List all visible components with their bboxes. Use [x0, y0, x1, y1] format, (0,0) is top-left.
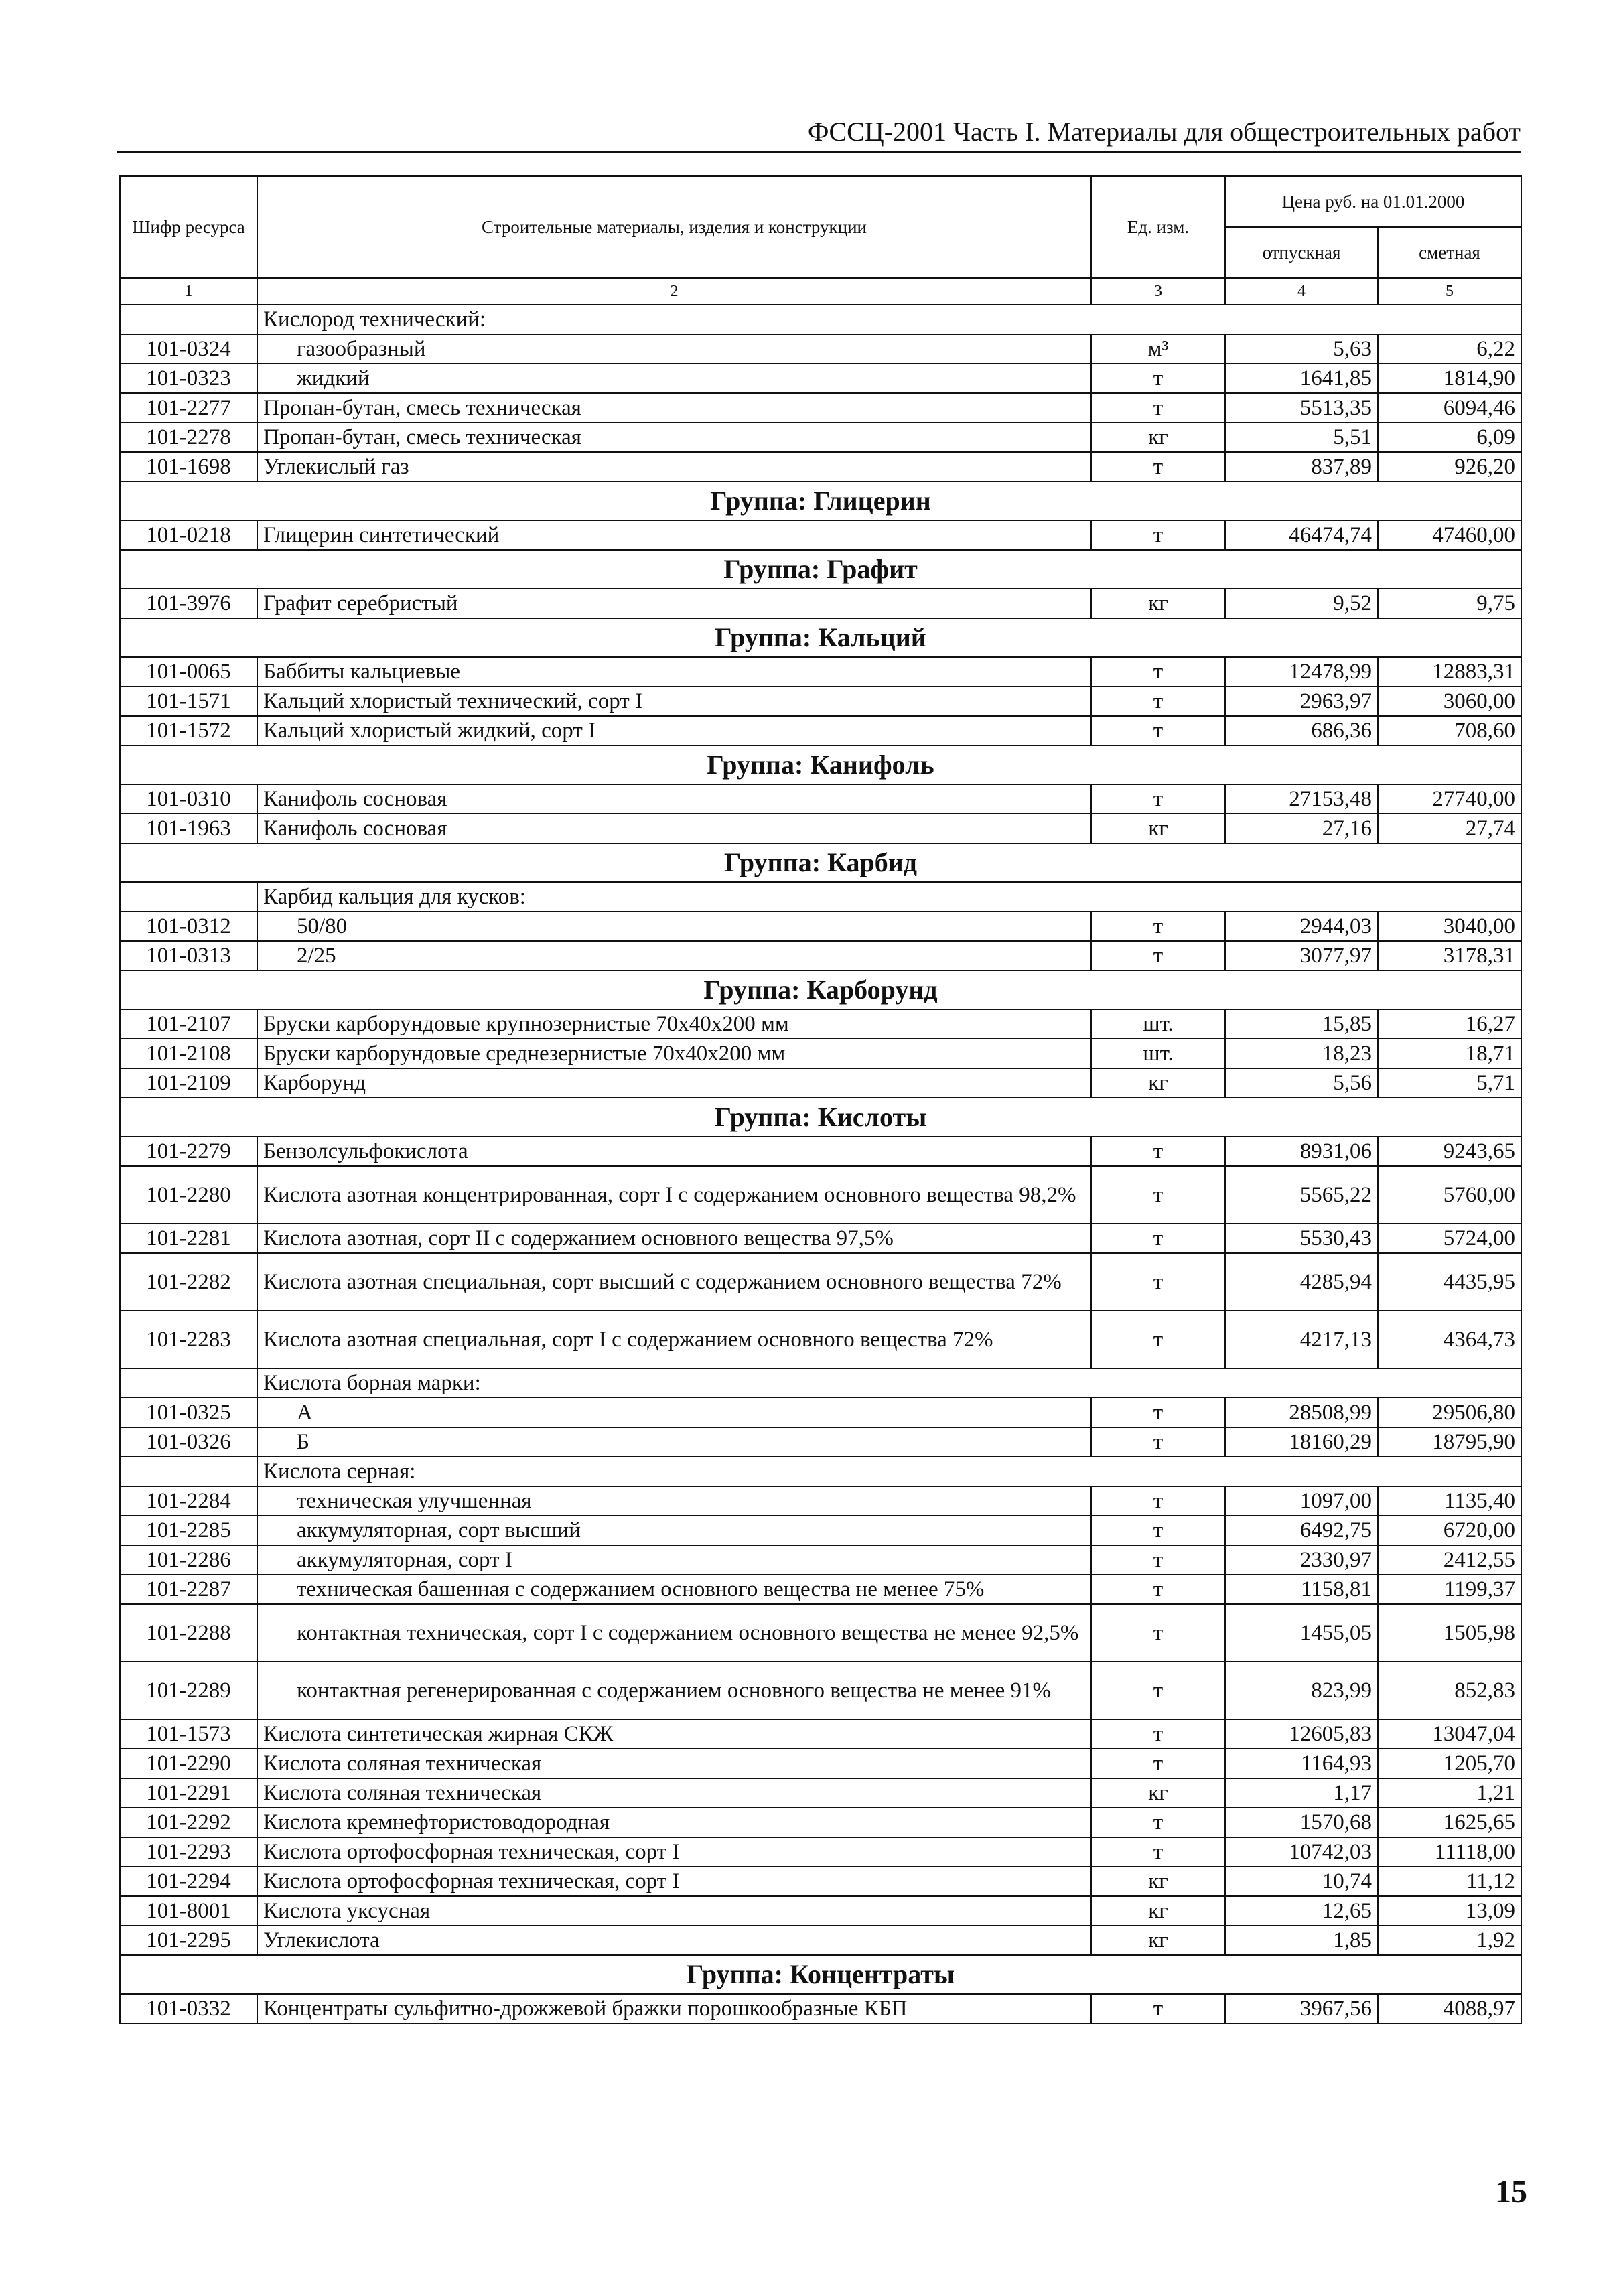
resource-code: 101-0324	[120, 334, 257, 364]
resource-code: 101-1572	[120, 716, 257, 745]
estimate-price: 6,22	[1378, 334, 1521, 364]
resource-code: 101-2282	[120, 1253, 257, 1311]
group-heading: Группа: Концентраты	[120, 1955, 1521, 1994]
release-price: 5,63	[1225, 334, 1378, 364]
estimate-price: 11118,00	[1378, 1837, 1521, 1867]
group-heading-row	[120, 1098, 1521, 1137]
estimate-price: 1814,90	[1378, 364, 1521, 393]
table-row	[120, 1575, 1521, 1604]
resource-code: 101-2292	[120, 1808, 257, 1837]
table-row	[120, 1311, 1521, 1368]
resource-code: 101-2289	[120, 1662, 257, 1719]
estimate-price: 1,21	[1378, 1778, 1521, 1808]
material-name: Бруски карборундовые крупнозернистые 70х40х200 мм	[257, 1009, 1091, 1039]
group-heading: Группа: Графит	[120, 550, 1521, 589]
table-row	[120, 1604, 1521, 1662]
release-price: 1097,00	[1225, 1486, 1378, 1516]
release-price: 27153,48	[1225, 784, 1378, 814]
material-name: контактная регенерированная с содержанием основного вещества не менее 91%	[257, 1662, 1091, 1719]
unit-of-measure: кг	[1091, 814, 1225, 843]
page-number: 15	[1495, 2174, 1527, 2210]
unit-of-measure: кг	[1091, 1068, 1225, 1098]
material-name: Бензолсульфокислота	[257, 1137, 1091, 1166]
estimate-price: 5,71	[1378, 1068, 1521, 1098]
release-price: 18,23	[1225, 1039, 1378, 1068]
resource-code: 101-2284	[120, 1486, 257, 1516]
material-name: Кислота ортофосфорная техническая, сорт I	[257, 1867, 1091, 1896]
resource-code: 101-0310	[120, 784, 257, 814]
table-row	[120, 657, 1521, 687]
release-price: 5565,22	[1225, 1166, 1378, 1224]
release-price: 3077,97	[1225, 941, 1378, 971]
material-name: Кислота азотная концентрированная, сорт I с содержанием основного вещества 98,2%	[257, 1166, 1091, 1224]
release-price: 5530,43	[1225, 1224, 1378, 1253]
material-name: Глицерин синтетический	[257, 520, 1091, 550]
col-header-release-price: отпускная	[1225, 227, 1378, 278]
group-heading-row	[120, 971, 1521, 1009]
table-row	[120, 452, 1521, 482]
material-name: Б	[257, 1427, 1091, 1457]
release-price: 9,52	[1225, 589, 1378, 618]
unit-of-measure: т	[1091, 657, 1225, 687]
material-name: Пропан-бутан, смесь техническая	[257, 393, 1091, 423]
release-price: 4285,94	[1225, 1253, 1378, 1311]
col-number: 4	[1225, 278, 1378, 305]
material-name: Кислота азотная, сорт II с содержанием основного вещества 97,5%	[257, 1224, 1091, 1253]
col-header-price-group: Цена руб. на 01.01.2000	[1225, 176, 1521, 227]
unit-of-measure: т	[1091, 1749, 1225, 1778]
table-row	[120, 334, 1521, 364]
estimate-price: 2412,55	[1378, 1545, 1521, 1575]
table-row	[120, 1253, 1521, 1311]
material-name: Канифоль сосновая	[257, 814, 1091, 843]
unit-of-measure: шт.	[1091, 1009, 1225, 1039]
table-row	[120, 941, 1521, 971]
estimate-price: 13,09	[1378, 1896, 1521, 1926]
unit-of-measure: кг	[1091, 589, 1225, 618]
resource-code: 101-0326	[120, 1427, 257, 1457]
col-header-estimate-price: сметная	[1378, 227, 1521, 278]
table-row	[120, 1662, 1521, 1719]
resource-code: 101-2290	[120, 1749, 257, 1778]
group-heading: Группа: Карбид	[120, 843, 1521, 882]
unit-of-measure: т	[1091, 1604, 1225, 1662]
release-price: 1570,68	[1225, 1808, 1378, 1837]
table-body	[120, 305, 1521, 2023]
resource-code: 101-2280	[120, 1166, 257, 1224]
release-price: 5513,35	[1225, 393, 1378, 423]
release-price: 12478,99	[1225, 657, 1378, 687]
release-price: 1158,81	[1225, 1575, 1378, 1604]
estimate-price: 1135,40	[1378, 1486, 1521, 1516]
resource-code: 101-2279	[120, 1137, 257, 1166]
col-header-code: Шифр ресурса	[120, 176, 257, 278]
col-header-name: Строительные материалы, изделия и конструкции	[257, 176, 1091, 278]
resource-code: 101-0323	[120, 364, 257, 393]
subheading-label: Кислота серная:	[257, 1457, 1521, 1486]
table-row	[120, 1486, 1521, 1516]
group-heading-row	[120, 482, 1521, 520]
material-name: Карборунд	[257, 1068, 1091, 1098]
table-row	[120, 1166, 1521, 1224]
material-name: Баббиты кальциевые	[257, 657, 1091, 687]
page-header: ФССЦ-2001 Часть I. Материалы для общестроительных работ	[117, 113, 1521, 153]
release-price: 2944,03	[1225, 912, 1378, 941]
release-price: 8931,06	[1225, 1137, 1378, 1166]
unit-of-measure: кг	[1091, 1896, 1225, 1926]
release-price: 2330,97	[1225, 1545, 1378, 1575]
release-price: 18160,29	[1225, 1427, 1378, 1457]
table-row	[120, 1137, 1521, 1166]
price-table	[119, 175, 1522, 2024]
unit-of-measure: шт.	[1091, 1039, 1225, 1068]
resource-code: 101-8001	[120, 1896, 257, 1926]
resource-code: 101-2277	[120, 393, 257, 423]
material-name: Кислота соляная техническая	[257, 1778, 1091, 1808]
estimate-price: 27740,00	[1378, 784, 1521, 814]
subheading-row	[120, 1457, 1521, 1486]
estimate-price: 27,74	[1378, 814, 1521, 843]
estimate-price: 4435,95	[1378, 1253, 1521, 1311]
resource-code: 101-0312	[120, 912, 257, 941]
col-number: 5	[1378, 278, 1521, 305]
estimate-price: 1199,37	[1378, 1575, 1521, 1604]
release-price: 10742,03	[1225, 1837, 1378, 1867]
material-name: Концентраты сульфитно-дрожжевой бражки порошкообразные КБП	[257, 1994, 1091, 2023]
table-row	[120, 1009, 1521, 1039]
unit-of-measure: т	[1091, 1398, 1225, 1427]
unit-of-measure: т	[1091, 1837, 1225, 1867]
release-price: 1164,93	[1225, 1749, 1378, 1778]
table-row	[120, 1808, 1521, 1837]
resource-code: 101-2293	[120, 1837, 257, 1867]
unit-of-measure: т	[1091, 912, 1225, 941]
unit-of-measure: т	[1091, 1166, 1225, 1224]
unit-of-measure: т	[1091, 520, 1225, 550]
table-row	[120, 1837, 1521, 1867]
resource-code: 101-2287	[120, 1575, 257, 1604]
table-row	[120, 1994, 1521, 2023]
table-row	[120, 1896, 1521, 1926]
unit-of-measure: т	[1091, 1137, 1225, 1166]
code-cell-empty	[120, 305, 257, 334]
estimate-price: 6720,00	[1378, 1516, 1521, 1545]
estimate-price: 11,12	[1378, 1867, 1521, 1896]
subheading-row	[120, 305, 1521, 334]
unit-of-measure: т	[1091, 393, 1225, 423]
material-name: Кислота азотная специальная, сорт I с содержанием основного вещества 72%	[257, 1311, 1091, 1368]
price-table-container	[119, 175, 1521, 2024]
release-price: 27,16	[1225, 814, 1378, 843]
release-price: 5,51	[1225, 423, 1378, 452]
subheading-row	[120, 882, 1521, 912]
estimate-price: 5760,00	[1378, 1166, 1521, 1224]
group-heading-row	[120, 843, 1521, 882]
subheading-label: Карбид кальция для кусков:	[257, 882, 1521, 912]
unit-of-measure: м³	[1091, 334, 1225, 364]
material-name: техническая башенная с содержанием основного вещества не менее 75%	[257, 1575, 1091, 1604]
unit-of-measure: т	[1091, 784, 1225, 814]
resource-code: 101-2294	[120, 1867, 257, 1896]
estimate-price: 29506,80	[1378, 1398, 1521, 1427]
estimate-price: 1505,98	[1378, 1604, 1521, 1662]
estimate-price: 3178,31	[1378, 941, 1521, 971]
resource-code: 101-2283	[120, 1311, 257, 1368]
table-row	[120, 1068, 1521, 1098]
table-row	[120, 1398, 1521, 1427]
material-name: Углекислота	[257, 1926, 1091, 1955]
release-price: 10,74	[1225, 1867, 1378, 1896]
material-name: 50/80	[257, 912, 1091, 941]
unit-of-measure: кг	[1091, 423, 1225, 452]
material-name: Кислота уксусная	[257, 1896, 1091, 1926]
table-row	[120, 1224, 1521, 1253]
unit-of-measure: кг	[1091, 1778, 1225, 1808]
unit-of-measure: кг	[1091, 1867, 1225, 1896]
estimate-price: 852,83	[1378, 1662, 1521, 1719]
resource-code: 101-0325	[120, 1398, 257, 1427]
table-row	[120, 814, 1521, 843]
unit-of-measure: т	[1091, 716, 1225, 745]
resource-code: 101-1963	[120, 814, 257, 843]
group-heading: Группа: Кислоты	[120, 1098, 1521, 1137]
unit-of-measure: т	[1091, 941, 1225, 971]
estimate-price: 1205,70	[1378, 1749, 1521, 1778]
resource-code: 101-1573	[120, 1719, 257, 1749]
unit-of-measure: т	[1091, 1253, 1225, 1311]
group-heading: Группа: Кальций	[120, 618, 1521, 657]
col-number: 1	[120, 278, 257, 305]
table-row	[120, 1516, 1521, 1545]
estimate-price: 708,60	[1378, 716, 1521, 745]
estimate-price: 4364,73	[1378, 1311, 1521, 1368]
resource-code: 101-0332	[120, 1994, 257, 2023]
code-cell-empty	[120, 882, 257, 912]
estimate-price: 16,27	[1378, 1009, 1521, 1039]
release-price: 46474,74	[1225, 520, 1378, 550]
material-name: Пропан-бутан, смесь техническая	[257, 423, 1091, 452]
release-price: 5,56	[1225, 1068, 1378, 1098]
estimate-price: 6094,46	[1378, 393, 1521, 423]
unit-of-measure: кг	[1091, 1926, 1225, 1955]
resource-code: 101-2109	[120, 1068, 257, 1098]
subheading-label: Кислота борная марки:	[257, 1368, 1521, 1398]
resource-code: 101-2108	[120, 1039, 257, 1068]
estimate-price: 3060,00	[1378, 687, 1521, 716]
resource-code: 101-2295	[120, 1926, 257, 1955]
group-heading-row	[120, 745, 1521, 784]
unit-of-measure: т	[1091, 1516, 1225, 1545]
release-price: 1641,85	[1225, 364, 1378, 393]
group-heading: Группа: Глицерин	[120, 482, 1521, 520]
unit-of-measure: т	[1091, 1486, 1225, 1516]
material-name: А	[257, 1398, 1091, 1427]
material-name: Кислота азотная специальная, сорт высший с содержанием основного вещества 72%	[257, 1253, 1091, 1311]
table-row	[120, 1778, 1521, 1808]
release-price: 823,99	[1225, 1662, 1378, 1719]
unit-of-measure: т	[1091, 1545, 1225, 1575]
code-cell-empty	[120, 1368, 257, 1398]
material-name: Бруски карборундовые среднезернистые 70х40х200 мм	[257, 1039, 1091, 1068]
unit-of-measure: т	[1091, 1719, 1225, 1749]
release-price: 15,85	[1225, 1009, 1378, 1039]
unit-of-measure: т	[1091, 1994, 1225, 2023]
table-row	[120, 1719, 1521, 1749]
material-name: Кальций хлористый жидкий, сорт I	[257, 716, 1091, 745]
table-row	[120, 520, 1521, 550]
unit-of-measure: т	[1091, 1224, 1225, 1253]
table-row	[120, 1545, 1521, 1575]
resource-code: 101-2291	[120, 1778, 257, 1808]
release-price: 837,89	[1225, 452, 1378, 482]
resource-code: 101-2107	[120, 1009, 257, 1039]
resource-code: 101-2286	[120, 1545, 257, 1575]
estimate-price: 9243,65	[1378, 1137, 1521, 1166]
estimate-price: 18795,90	[1378, 1427, 1521, 1457]
table-row	[120, 716, 1521, 745]
estimate-price: 18,71	[1378, 1039, 1521, 1068]
group-heading: Группа: Карборунд	[120, 971, 1521, 1009]
resource-code: 101-0313	[120, 941, 257, 971]
table-row	[120, 1926, 1521, 1955]
material-name: Кислота кремнефтористоводородная	[257, 1808, 1091, 1837]
table-row	[120, 589, 1521, 618]
material-name: техническая улучшенная	[257, 1486, 1091, 1516]
estimate-price: 3040,00	[1378, 912, 1521, 941]
release-price: 1,17	[1225, 1778, 1378, 1808]
estimate-price: 1625,65	[1378, 1808, 1521, 1837]
estimate-price: 1,92	[1378, 1926, 1521, 1955]
material-name: аккумуляторная, сорт высший	[257, 1516, 1091, 1545]
resource-code: 101-1698	[120, 452, 257, 482]
release-price: 12,65	[1225, 1896, 1378, 1926]
material-name: Углекислый газ	[257, 452, 1091, 482]
table-row	[120, 393, 1521, 423]
release-price: 3967,56	[1225, 1994, 1378, 2023]
col-number: 3	[1091, 278, 1225, 305]
table-row	[120, 784, 1521, 814]
resource-code: 101-2278	[120, 423, 257, 452]
unit-of-measure: т	[1091, 687, 1225, 716]
release-price: 12605,83	[1225, 1719, 1378, 1749]
resource-code: 101-3976	[120, 589, 257, 618]
resource-code: 101-0065	[120, 657, 257, 687]
table-row	[120, 1749, 1521, 1778]
table-row	[120, 364, 1521, 393]
release-price: 1,85	[1225, 1926, 1378, 1955]
resource-code: 101-0218	[120, 520, 257, 550]
table-row	[120, 1039, 1521, 1068]
code-cell-empty	[120, 1457, 257, 1486]
material-name: Кислота синтетическая жирная СКЖ	[257, 1719, 1091, 1749]
resource-code: 101-2281	[120, 1224, 257, 1253]
table-row	[120, 912, 1521, 941]
material-name: Канифоль сосновая	[257, 784, 1091, 814]
resource-code: 101-2288	[120, 1604, 257, 1662]
table-row	[120, 1427, 1521, 1457]
estimate-price: 47460,00	[1378, 520, 1521, 550]
estimate-price: 12883,31	[1378, 657, 1521, 687]
release-price: 28508,99	[1225, 1398, 1378, 1427]
estimate-price: 6,09	[1378, 423, 1521, 452]
unit-of-measure: т	[1091, 1427, 1225, 1457]
release-price: 1455,05	[1225, 1604, 1378, 1662]
material-name: газообразный	[257, 334, 1091, 364]
unit-of-measure: т	[1091, 364, 1225, 393]
unit-of-measure: т	[1091, 1575, 1225, 1604]
estimate-price: 13047,04	[1378, 1719, 1521, 1749]
unit-of-measure: т	[1091, 1662, 1225, 1719]
unit-of-measure: т	[1091, 1808, 1225, 1837]
subheading-label: Кислород технический:	[257, 305, 1521, 334]
release-price: 2963,97	[1225, 687, 1378, 716]
group-heading-row	[120, 550, 1521, 589]
estimate-price: 4088,97	[1378, 1994, 1521, 2023]
material-name: 2/25	[257, 941, 1091, 971]
release-price: 6492,75	[1225, 1516, 1378, 1545]
material-name: Кислота ортофосфорная техническая, сорт I	[257, 1837, 1091, 1867]
estimate-price: 926,20	[1378, 452, 1521, 482]
material-name: аккумуляторная, сорт I	[257, 1545, 1091, 1575]
table-row	[120, 1867, 1521, 1896]
material-name: контактная техническая, сорт I с содержанием основного вещества не менее 92,5%	[257, 1604, 1091, 1662]
resource-code: 101-2285	[120, 1516, 257, 1545]
table-row	[120, 423, 1521, 452]
resource-code: 101-1571	[120, 687, 257, 716]
col-header-unit: Ед. изм.	[1091, 176, 1225, 278]
material-name: жидкий	[257, 364, 1091, 393]
release-price: 4217,13	[1225, 1311, 1378, 1368]
group-heading: Группа: Канифоль	[120, 745, 1521, 784]
col-number: 2	[257, 278, 1091, 305]
estimate-price: 9,75	[1378, 589, 1521, 618]
group-heading-row	[120, 618, 1521, 657]
release-price: 686,36	[1225, 716, 1378, 745]
material-name: Кальций хлористый технический, сорт I	[257, 687, 1091, 716]
material-name: Графит серебристый	[257, 589, 1091, 618]
table-row	[120, 687, 1521, 716]
unit-of-measure: т	[1091, 452, 1225, 482]
estimate-price: 5724,00	[1378, 1224, 1521, 1253]
group-heading-row	[120, 1955, 1521, 1994]
material-name: Кислота соляная техническая	[257, 1749, 1091, 1778]
unit-of-measure: т	[1091, 1311, 1225, 1368]
subheading-row	[120, 1368, 1521, 1398]
